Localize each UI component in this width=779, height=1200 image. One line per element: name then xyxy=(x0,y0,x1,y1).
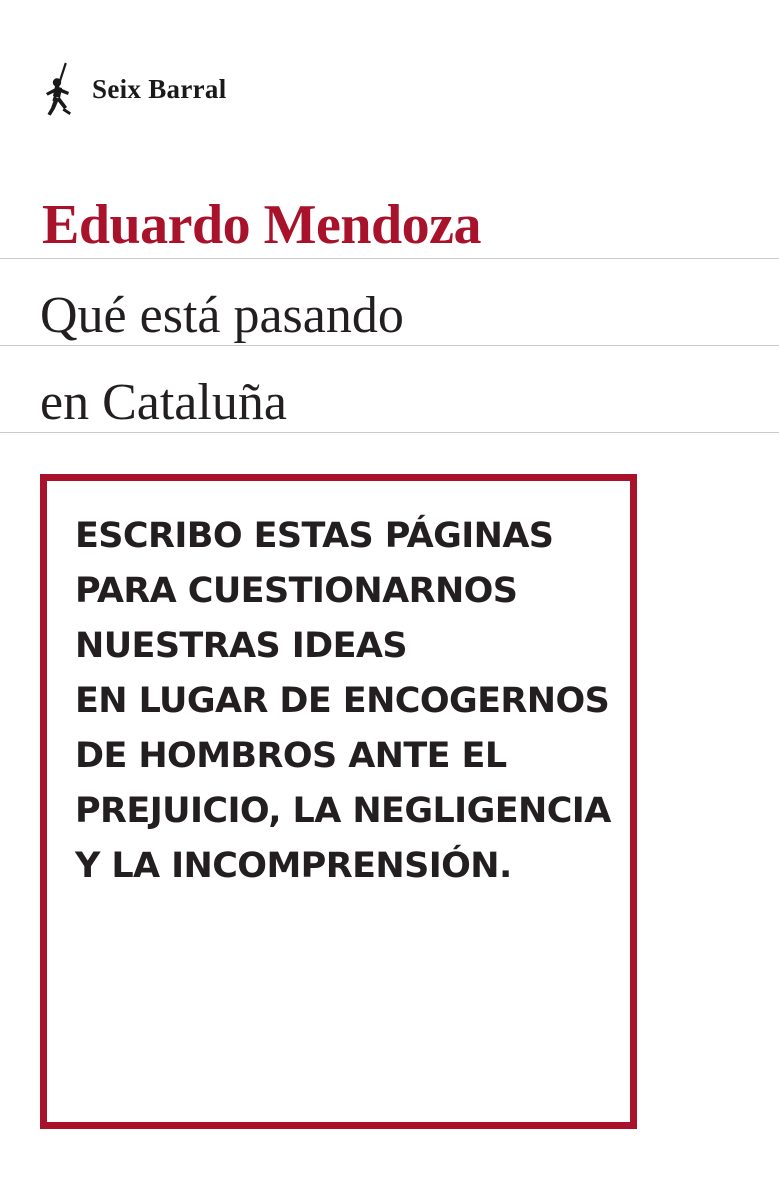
author-name: Eduardo Mendoza xyxy=(42,194,481,256)
quote-line-3: NUESTRAS IDEAS xyxy=(75,626,408,666)
quote-line-5: DE HOMBROS ANTE EL xyxy=(75,736,507,776)
quote-box xyxy=(40,474,637,1129)
quote-line-4: EN LUGAR DE ENCOGERNOS xyxy=(75,681,610,721)
publisher-name: Seix Barral xyxy=(92,73,227,104)
rule-line-1 xyxy=(0,258,779,259)
book-title-line-2: en Cataluña xyxy=(40,374,287,431)
book-title-line-1: Qué está pasando xyxy=(40,287,404,344)
quote-line-1: ESCRIBO ESTAS PÁGINAS xyxy=(75,516,554,556)
publisher-logo xyxy=(38,62,227,120)
quote-text xyxy=(75,509,620,894)
quote-line-7: Y LA INCOMPRENSIÓN. xyxy=(75,846,512,886)
running-man-with-spear-icon xyxy=(38,62,82,120)
quote-line-6: PREJUICIO, LA NEGLIGENCIA xyxy=(75,791,611,831)
book-title xyxy=(40,272,740,446)
quote-line-2: PARA CUESTIONARNOS xyxy=(75,571,518,611)
